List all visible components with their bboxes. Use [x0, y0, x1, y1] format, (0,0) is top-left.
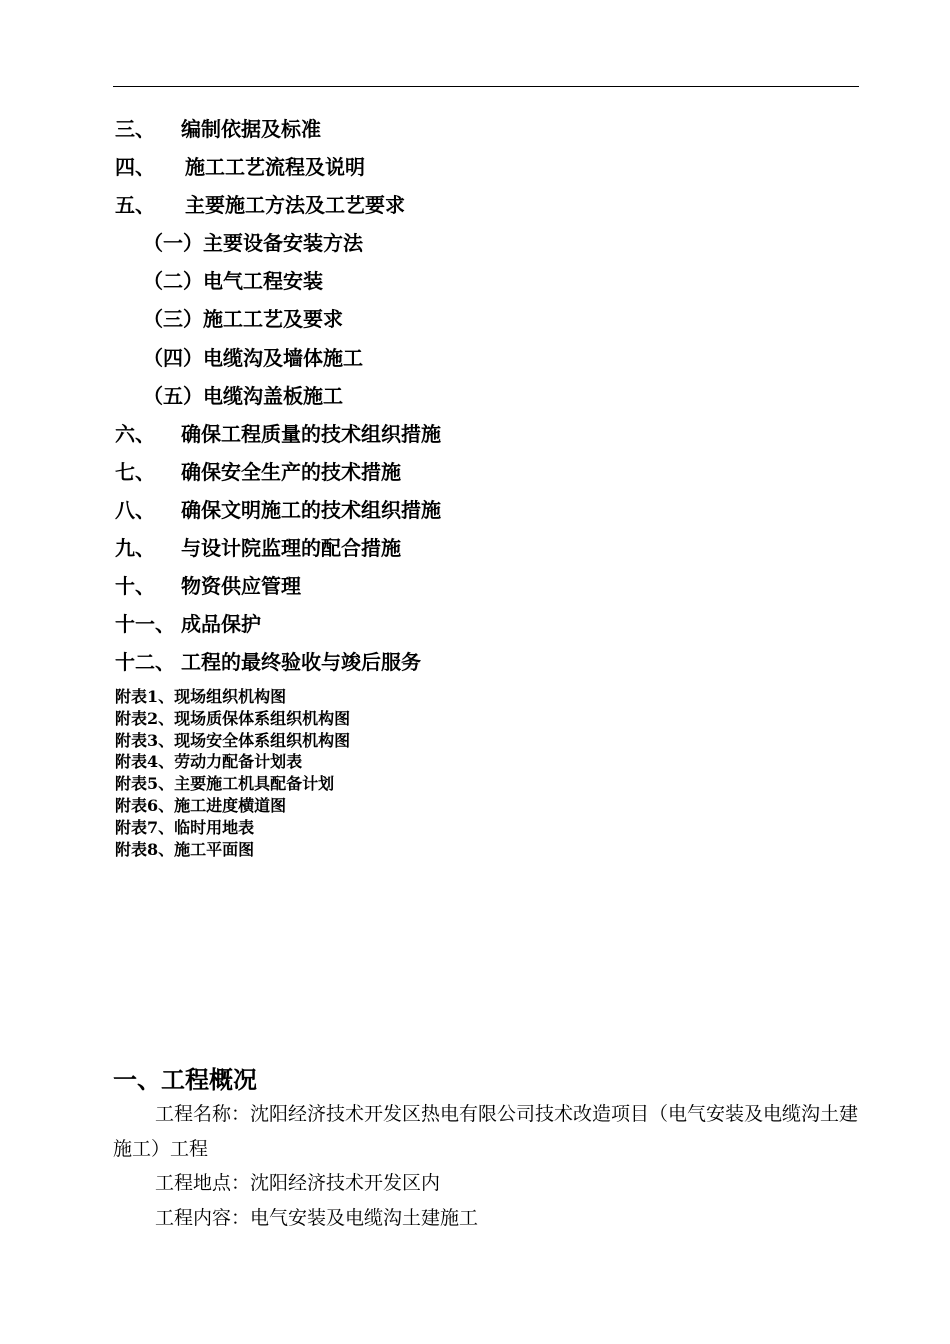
- toc-text: 确保文明施工的技术组织措施: [181, 497, 441, 522]
- toc-subitem[interactable]: [115, 377, 363, 415]
- appendix-item[interactable]: 附表5、主要施工机具配备计划: [115, 774, 335, 794]
- toc-number: （四）: [143, 345, 203, 370]
- toc-text: 施工工艺流程及说明: [185, 155, 365, 180]
- toc-subitem[interactable]: [115, 300, 363, 338]
- toc-number: 九、: [115, 536, 155, 561]
- toc-number: 六、: [115, 421, 155, 446]
- toc-number: （五）: [143, 383, 203, 408]
- appendix-item[interactable]: 附表1、现场组织机构图: [115, 687, 287, 706]
- toc-number: 十二、: [115, 650, 175, 675]
- toc-number: （三）: [143, 307, 203, 332]
- toc-number: 三、: [115, 117, 155, 141]
- toc-text: 编制依据及标准: [181, 117, 321, 141]
- toc-text: 成品保护: [181, 612, 261, 637]
- toc-item[interactable]: [115, 415, 441, 453]
- toc-text: 主要设备安装方法: [203, 231, 363, 256]
- toc-number: 八、: [115, 497, 155, 522]
- toc-text: 施工工艺及要求: [203, 307, 343, 332]
- appendix-item[interactable]: 附表2、现场质保体系组织机构图: [115, 708, 351, 728]
- toc-text: 工程的最终验收与竣后服务: [181, 650, 421, 675]
- toc-subitem[interactable]: [115, 224, 363, 262]
- header-rule: [113, 86, 859, 87]
- toc-number: 五、: [115, 193, 155, 218]
- toc-text: 电气工程安装: [203, 269, 323, 294]
- project-location-paragraph: 工程地点：沈阳经济技术开发区内: [155, 1172, 441, 1194]
- project-name-paragraph: 工程名称：沈阳经济技术开发区热电有限公司技术改造项目（电气安装及电缆沟土建施工）工程: [113, 1103, 859, 1160]
- project-content-paragraph: 工程内容：电气安装及电缆沟土建施工: [155, 1206, 479, 1229]
- toc-text: 主要施工方法及工艺要求: [185, 193, 405, 218]
- appendix-list: [115, 686, 350, 860]
- toc-subitem[interactable]: [115, 339, 363, 377]
- toc-text: 电缆沟盖板施工: [203, 383, 343, 408]
- toc-number: 十、: [115, 574, 155, 599]
- toc-number: （二）: [143, 269, 203, 294]
- section-body: [113, 1097, 863, 1235]
- toc-item[interactable]: [115, 148, 363, 186]
- toc-number: （一）: [143, 231, 203, 256]
- toc-item[interactable]: [115, 186, 405, 224]
- toc-number: 七、: [115, 459, 155, 484]
- toc-item[interactable]: [115, 110, 363, 148]
- appendix-item[interactable]: 附表6、施工进度横道图: [115, 795, 287, 815]
- toc-text: 与设计院监理的配合措施: [181, 536, 401, 561]
- toc-text: 确保工程质量的技术组织措施: [181, 421, 441, 446]
- section-heading: 一、工程概况: [113, 1066, 257, 1094]
- toc-item[interactable]: [115, 643, 421, 681]
- table-of-contents: [115, 110, 441, 681]
- toc-text: 确保安全生产的技术措施: [181, 459, 401, 484]
- appendix-item[interactable]: 附表7、临时用地表: [115, 817, 255, 837]
- toc-text: 物资供应管理: [181, 574, 301, 599]
- appendix-item[interactable]: 附表8、施工平面图: [115, 839, 255, 859]
- toc-number: 四、: [115, 155, 155, 180]
- toc-item[interactable]: [115, 529, 401, 567]
- toc-number: 十一、: [115, 612, 175, 637]
- toc-subitem[interactable]: [115, 262, 363, 300]
- toc-item[interactable]: [115, 453, 401, 491]
- toc-item[interactable]: [115, 491, 441, 529]
- toc-item[interactable]: [115, 567, 363, 605]
- appendix-item[interactable]: 附表3、现场安全体系组织机构图: [115, 730, 351, 750]
- toc-text: 电缆沟及墙体施工: [203, 345, 363, 370]
- toc-item[interactable]: [115, 605, 363, 643]
- appendix-item[interactable]: 附表4、劳动力配备计划表: [115, 752, 303, 772]
